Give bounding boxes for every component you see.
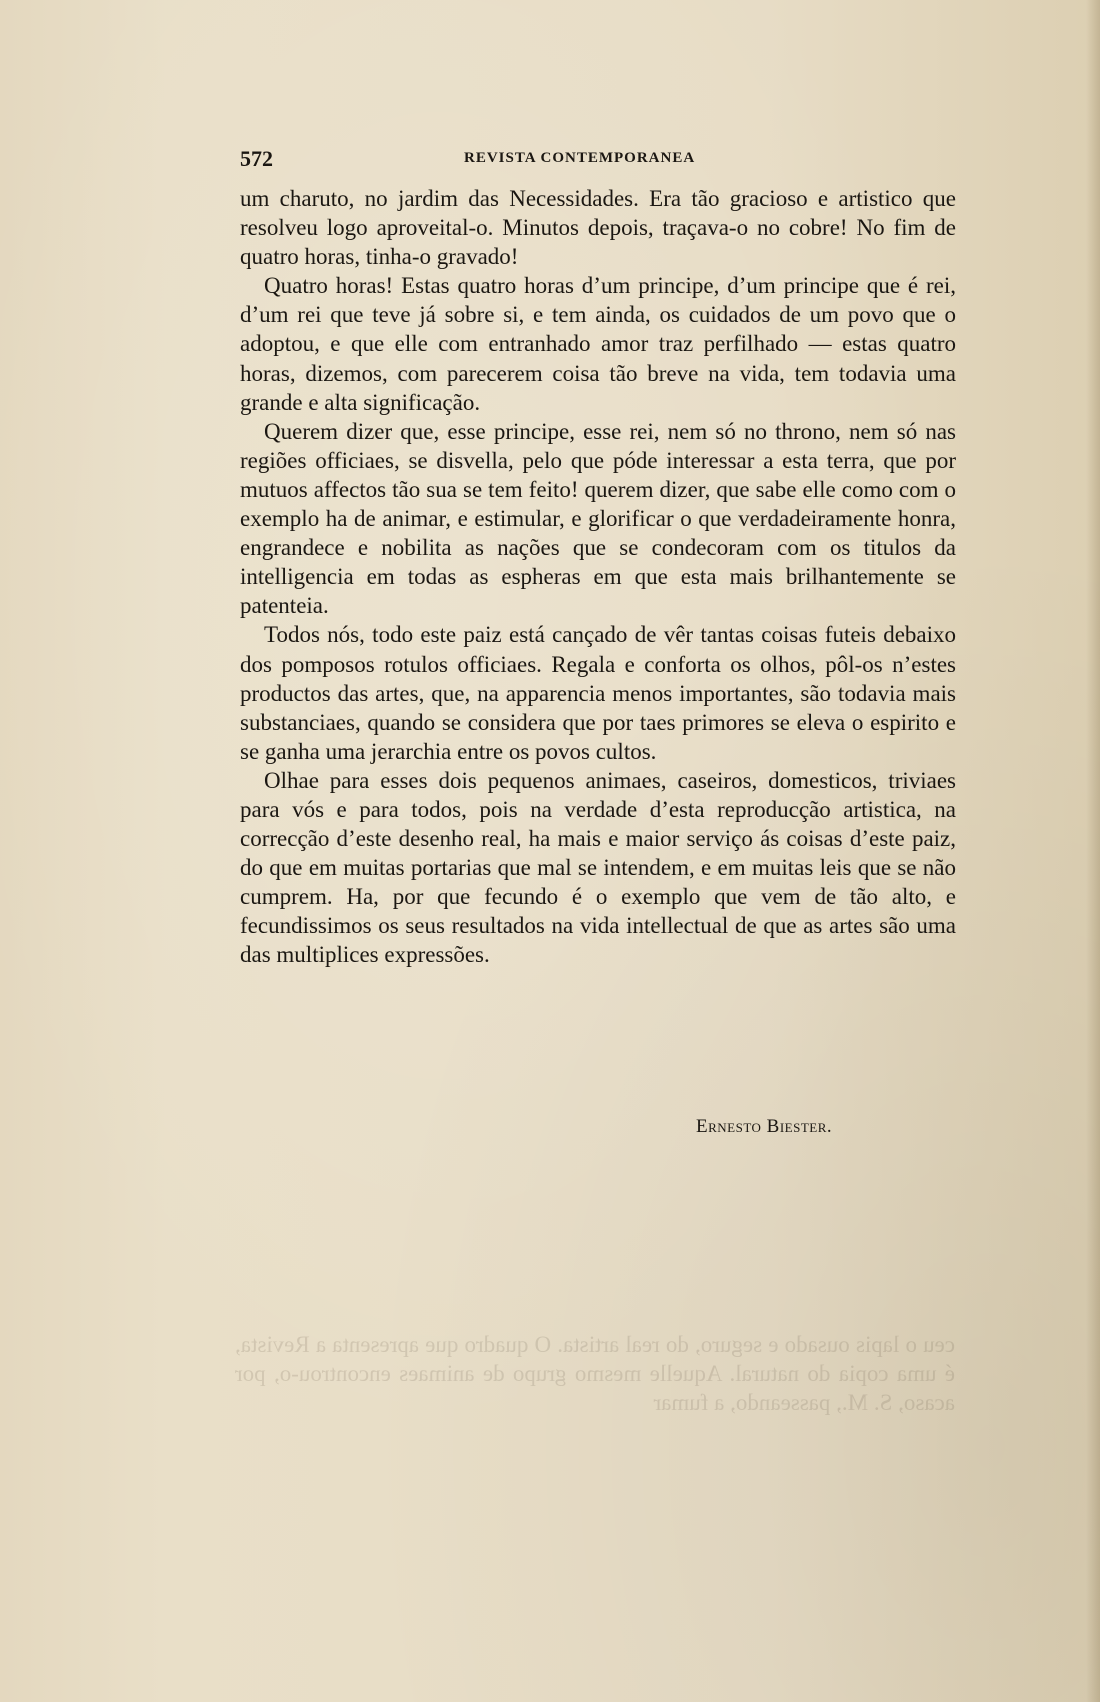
author-signature: Ernesto Biester.	[696, 1116, 833, 1137]
paragraph-2: Quatro horas! Estas quatro horas d’um principe, d’um principe que é rei, d’um rei que teve já sobre si, e tem ainda, os cuidados de um povo que o adoptou, e que elle com entranhado amor traz perfilhado — estas quatro horas, dizemos, com parecerem coisa tão breve na vida, tem todavia uma grande e alta significação.	[240, 273, 956, 415]
paragraph-5: Olhae para esses dois pequenos animaes, caseiros, domesticos, triviaes para vós e para todos, pois na verdade d’esta reproducção artistica, na correcção d’este desenho real, ha mais e maior serviço ás coisas d’este paiz, do que em muitas portarias que mal se intendem, e em muitas leis que se não cumprem. Ha, por que fecundo é o exemplo que vem de tão alto, e fecundissimos os seus resultados na vida intellectual de que as artes são uma das multiplices expressões.	[240, 767, 956, 968]
paragraph-4: Todos nós, todo este paiz está cançado de vêr tantas coisas futeis debaixo dos pomposos rotulos officiaes. Regala e conforta os olhos, pôl-os n’estes productos das artes, que, na apparencia menos importantes, são todavia mais substanciaes, quando se considera que por taes primores se eleva o espirito e se ganha uma jerarchia entre os povos cultos.	[240, 622, 956, 764]
paragraph-1: um charuto, no jardim das Necessidades. Era tão gracioso e artistico que resolveu logo aproveital-o. Minutos depois, traçava-o no cobre! No fim de quatro horas, tinha-o gravado!	[240, 186, 956, 270]
running-title: REVISTA CONTEMPORANEA	[464, 150, 696, 166]
paragraph-3: Querem dizer que, esse principe, esse rei, nem só no throno, nem só nas regiões officiaes, se disvella, pelo que póde interessar a esta terra, que por mutuos affectos tão sua se tem feito! querem dizer, que sabe elle como com o exemplo ha de animar, e estimular, e glorificar o que verdadeiramente honra, engrandece e nobilita as nações que se condecoram com os titulos da intelligencia em todas as espheras em que esta mais brilhantemente se patenteia.	[240, 418, 956, 619]
bleed-through-text: ceu o lapis ousado e seguro, do real artista. O quadro que apresenta a Revista, é uma copia do natural. Aquelle mesmo grupo de animaes encontrou-o, por acaso, S. M., passeando, a fumar	[235, 1332, 955, 1415]
page-edge-shadow	[1086, 0, 1100, 1702]
page-header	[240, 146, 980, 170]
page-number: 572	[240, 146, 273, 171]
article-body	[240, 184, 956, 970]
